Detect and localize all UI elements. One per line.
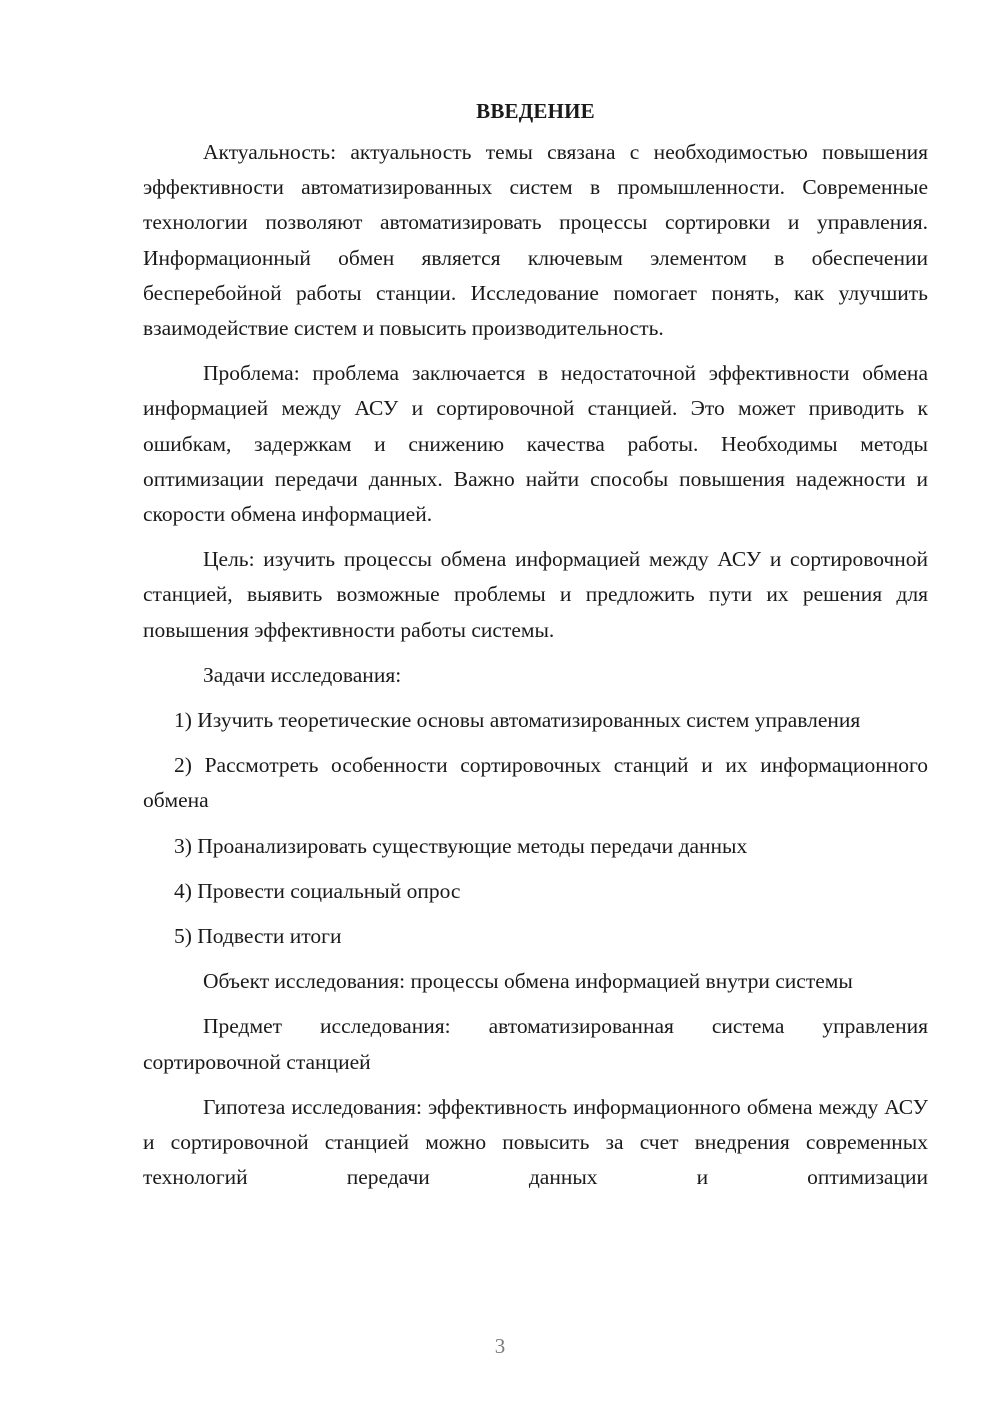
page-title: ВВЕДЕНИЕ xyxy=(476,99,595,123)
paragraph-hypothesis: Гипотеза исследования: эффективность информационного обмена между АСУ и сортировочной станцией можно повысить за счет внедрения современных технологий передачи данных и оптимизации xyxy=(143,1094,928,1190)
paragraph-tasks-heading: Задачи исследования: xyxy=(203,662,402,687)
task-item-1: 1) Изучить теоретические основы автоматизированных систем управления xyxy=(174,708,861,733)
paragraph-object: Объект исследования: процессы обмена информацией внутри системы xyxy=(203,969,853,994)
paragraph-relevance: Актуальность: актуальность темы связана с необходимостью повышения эффективности автоматизированных систем в промышленности. Современные технологии позволяют автоматизировать процессы сортировки и управления. Информационный обмен является ключевым элементом в обеспечении бесперебойной работы станции. Исследование помогает понять, как улучшить взаимодействие систем и повысить производительность. xyxy=(143,140,928,341)
paragraph-goal: Цель: изучить процессы обмена информацией между АСУ и сортировочной станцией, выявить возможные проблемы и предложить пути их решения для повышения эффективности работы системы. xyxy=(143,547,928,642)
page-content xyxy=(143,95,928,1205)
paragraph-problem: Проблема: проблема заключается в недостаточной эффективности обмена информацией между АСУ и сортировочной станцией. Это может приводить к ошибкам, задержкам и снижению качества работы. Необходимы методы оптимизации передачи данных. Важно найти способы повышения надежности и скорости обмена информацией. xyxy=(143,361,928,527)
task-item-3: 3) Проанализировать существующие методы передачи данных xyxy=(174,833,748,858)
task-item-2: 2) Рассмотреть особенности сортировочных станций и их информационного обмена xyxy=(143,753,928,813)
task-item-5: 5) Подвести итоги xyxy=(174,924,342,949)
task-item-4: 4) Провести социальный опрос xyxy=(174,878,461,903)
paragraph-subject: Предмет исследования: автоматизированная система управления сортировочной станцией xyxy=(143,1014,928,1074)
page-number: 3 xyxy=(494,1334,506,1358)
